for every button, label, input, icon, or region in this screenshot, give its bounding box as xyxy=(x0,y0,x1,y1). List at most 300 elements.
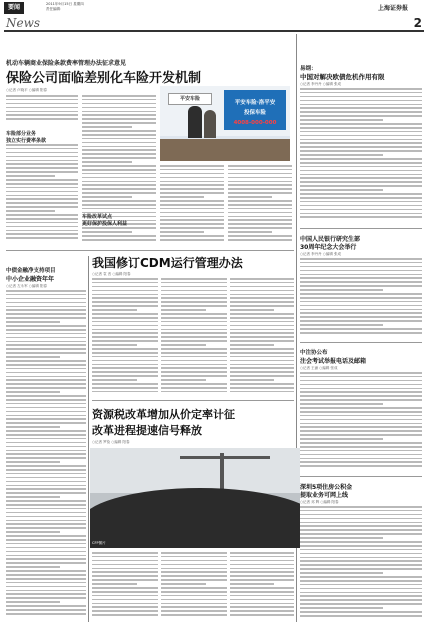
text-line xyxy=(6,570,86,572)
text-line xyxy=(230,579,294,581)
text-line xyxy=(6,195,78,197)
masthead xyxy=(4,2,424,32)
text-line xyxy=(161,352,227,354)
text-line xyxy=(160,216,224,218)
text-line xyxy=(300,525,422,527)
text-line xyxy=(300,135,422,137)
coal-yard-photo xyxy=(90,448,300,548)
text-line xyxy=(300,201,422,203)
left-kicker: 中债金融净支持项目 xyxy=(6,268,56,274)
text-line xyxy=(92,348,158,350)
text-line xyxy=(6,442,86,444)
text-line xyxy=(300,301,422,303)
text-line xyxy=(82,142,156,144)
tax-headline-2: 改革进程提速信号释放 xyxy=(92,424,202,437)
text-line xyxy=(6,309,86,311)
text-line xyxy=(6,539,86,541)
text-line xyxy=(300,461,422,463)
text-line xyxy=(228,219,292,221)
text-line xyxy=(6,313,86,315)
text-line xyxy=(300,131,422,133)
text-line xyxy=(300,430,422,432)
text-line xyxy=(92,325,158,327)
text-line xyxy=(92,301,158,303)
text-line xyxy=(6,395,86,397)
text-line xyxy=(300,588,422,590)
text-line xyxy=(6,290,86,292)
left-byline: ○记者 左永军 ○编辑 阳春 xyxy=(6,284,47,288)
text-line xyxy=(228,165,292,167)
text-line xyxy=(230,568,294,570)
text-line xyxy=(6,512,86,514)
text-line xyxy=(6,214,78,216)
text-line xyxy=(300,332,422,334)
text-line xyxy=(6,356,60,358)
text-line xyxy=(230,290,294,292)
text-line xyxy=(82,134,156,136)
text-line xyxy=(6,152,78,154)
text-line xyxy=(161,610,227,612)
text-line xyxy=(161,560,227,562)
text-line xyxy=(230,364,294,366)
text-line xyxy=(230,575,294,577)
main-subhead-4: 更好保护投保人利益 xyxy=(82,221,128,227)
text-line xyxy=(161,340,227,342)
main-byline: ○记者 卢晓平 ○编辑 阳春 xyxy=(6,88,47,92)
text-line xyxy=(6,218,78,220)
text-line xyxy=(92,387,158,389)
text-line xyxy=(230,383,294,385)
text-line xyxy=(6,586,86,588)
text-line xyxy=(92,313,158,315)
news-label: News xyxy=(6,16,41,30)
text-line xyxy=(92,552,158,554)
photo-caption: CFP图片 xyxy=(92,541,106,545)
main-kicker: 机动车辆商业保险条款费率管理办法征求意见 xyxy=(6,60,127,67)
text-line xyxy=(300,533,422,535)
text-line xyxy=(6,609,86,611)
text-line xyxy=(161,313,227,315)
text-line xyxy=(161,360,227,362)
left-col-text xyxy=(6,290,86,620)
text-line xyxy=(300,442,422,444)
text-line xyxy=(230,564,294,566)
tax-headline-1: 资源税改革增加从价定率计征 xyxy=(92,408,235,421)
text-line xyxy=(6,383,86,385)
text-line xyxy=(300,384,422,386)
text-line xyxy=(6,302,86,304)
text-line xyxy=(6,403,86,405)
tax-col2-text xyxy=(161,552,227,622)
text-line xyxy=(6,107,78,109)
text-line xyxy=(230,305,294,307)
text-line xyxy=(300,506,422,508)
text-line xyxy=(160,231,204,233)
text-line xyxy=(228,235,292,237)
text-line xyxy=(6,306,86,308)
text-line xyxy=(300,395,422,397)
text-line xyxy=(6,171,78,173)
text-line xyxy=(300,411,422,413)
text-line xyxy=(6,411,86,413)
text-line xyxy=(160,239,224,241)
text-line xyxy=(6,422,86,424)
text-line xyxy=(161,379,206,381)
text-line xyxy=(6,99,78,101)
text-line xyxy=(92,579,158,581)
text-line xyxy=(82,157,156,159)
text-line xyxy=(92,344,137,346)
page-number: 2 xyxy=(413,16,422,30)
text-line xyxy=(230,317,294,319)
sign-right-line3: 4008-000-000 xyxy=(233,120,277,126)
right-top-kicker: 易纲： xyxy=(300,66,317,72)
text-line xyxy=(82,231,132,233)
cdm-col2-text xyxy=(161,278,227,396)
text-line xyxy=(230,309,274,311)
text-line xyxy=(161,614,227,616)
text-line xyxy=(82,138,156,140)
text-line xyxy=(160,219,224,221)
text-line xyxy=(6,360,86,362)
text-line xyxy=(161,383,227,385)
text-line xyxy=(161,391,227,393)
right-rule-3 xyxy=(300,476,422,477)
text-line xyxy=(230,591,294,593)
text-line xyxy=(161,309,206,311)
text-line xyxy=(161,568,227,570)
text-line xyxy=(300,312,422,314)
text-line xyxy=(6,167,78,169)
text-line xyxy=(6,613,86,615)
text-line xyxy=(82,239,156,241)
text-line xyxy=(6,103,78,105)
main-headline: 保险公司面临差别化车险开发机制 xyxy=(6,71,202,86)
text-line xyxy=(92,290,158,292)
text-line xyxy=(6,485,86,487)
text-line xyxy=(6,333,86,335)
text-line xyxy=(82,169,156,171)
text-line xyxy=(82,235,156,237)
text-line xyxy=(92,340,158,342)
text-line xyxy=(160,235,224,237)
text-line xyxy=(230,297,294,299)
text-line xyxy=(92,278,158,280)
text-line xyxy=(230,387,294,389)
right-top-headline: 中国对解决欧债危机作用有限 xyxy=(300,73,385,81)
text-line xyxy=(230,344,274,346)
text-line xyxy=(300,185,422,187)
text-line xyxy=(300,216,422,218)
text-line xyxy=(230,321,294,323)
text-line xyxy=(300,320,422,322)
text-line xyxy=(300,458,422,460)
text-line xyxy=(230,371,294,373)
text-line xyxy=(92,560,158,562)
photo-sign-left: 平安车险 xyxy=(168,93,212,105)
text-line xyxy=(300,407,422,409)
text-line xyxy=(92,583,137,585)
text-line xyxy=(300,537,383,539)
paper-name: 上海证券报 xyxy=(377,5,408,12)
text-line xyxy=(6,508,86,510)
text-line xyxy=(300,289,383,291)
text-line xyxy=(6,387,86,389)
text-line xyxy=(161,286,227,288)
right-bottom-headline-2: 提取业务可网上线 xyxy=(300,492,349,499)
text-line xyxy=(160,181,224,183)
text-line xyxy=(6,492,86,494)
text-line xyxy=(82,200,156,202)
text-line xyxy=(82,204,156,206)
text-line xyxy=(82,177,156,179)
right-mid-text xyxy=(300,258,422,338)
text-line xyxy=(300,142,422,144)
text-line xyxy=(6,504,86,506)
text-line xyxy=(300,213,422,215)
text-line xyxy=(228,196,272,198)
right-mid-headline-2: 30周年纪念大会举行 xyxy=(300,244,357,251)
right-top-byline: ○记者 李丹丹 ○编辑 张成 xyxy=(300,82,341,86)
text-line xyxy=(300,123,422,125)
text-line xyxy=(228,223,292,225)
text-line xyxy=(6,473,86,475)
text-line xyxy=(6,329,86,331)
text-line xyxy=(6,344,86,346)
text-line xyxy=(300,193,422,195)
date-line: 2011年9月15日 星期四 xyxy=(46,2,84,6)
left-headline: 中小企业融资年年 xyxy=(6,276,55,283)
text-line xyxy=(6,237,78,239)
text-line xyxy=(6,434,86,436)
text-line xyxy=(161,321,227,323)
text-line xyxy=(6,230,78,232)
text-line xyxy=(82,208,156,210)
text-line xyxy=(161,556,227,558)
text-line xyxy=(300,170,422,172)
text-line xyxy=(82,227,156,229)
text-line xyxy=(6,547,86,549)
text-line xyxy=(161,575,227,577)
text-line xyxy=(6,226,78,228)
text-line xyxy=(6,574,86,576)
text-line xyxy=(300,274,422,276)
text-line xyxy=(92,332,158,334)
text-line xyxy=(300,328,422,330)
text-line xyxy=(6,114,78,116)
text-line xyxy=(300,100,422,102)
text-line xyxy=(6,352,86,354)
main-col1-text-a xyxy=(6,95,78,125)
text-line xyxy=(300,399,422,401)
text-line xyxy=(300,115,422,117)
text-line xyxy=(6,148,78,150)
text-line xyxy=(6,348,86,350)
cdm-byline: ○记者 袁 晋 ○编辑 阳春 xyxy=(92,272,131,276)
text-line xyxy=(228,212,292,214)
text-line xyxy=(230,583,274,585)
text-line xyxy=(228,184,292,186)
text-line xyxy=(92,571,158,573)
text-line xyxy=(228,231,272,233)
text-line xyxy=(300,372,422,374)
text-line xyxy=(230,367,294,369)
text-line xyxy=(300,293,422,295)
text-line xyxy=(92,556,158,558)
text-line xyxy=(82,173,156,175)
right-low-text xyxy=(300,372,422,472)
text-line xyxy=(82,184,156,186)
text-line xyxy=(6,399,86,401)
text-line xyxy=(92,391,158,393)
text-line xyxy=(6,527,86,529)
text-line xyxy=(300,281,422,283)
text-line xyxy=(300,174,422,176)
text-line xyxy=(6,364,86,366)
text-line xyxy=(300,438,383,440)
text-line xyxy=(6,453,86,455)
text-line xyxy=(92,614,158,616)
text-line xyxy=(300,607,383,609)
text-line xyxy=(300,285,422,287)
text-line xyxy=(300,518,422,520)
text-line xyxy=(160,208,224,210)
text-line xyxy=(230,556,294,558)
text-line xyxy=(300,162,422,164)
text-line xyxy=(300,139,422,141)
right-low-kicker: 中注协公布 xyxy=(300,350,328,356)
text-line xyxy=(6,469,86,471)
text-line xyxy=(6,558,86,560)
text-line xyxy=(6,477,86,479)
text-line xyxy=(300,111,422,113)
sign-right-line2: 投保车险 xyxy=(243,110,266,116)
text-line xyxy=(6,379,86,381)
text-line xyxy=(300,560,422,562)
main-col1-text-b xyxy=(6,144,78,244)
text-line xyxy=(92,575,158,577)
text-line xyxy=(6,341,86,343)
text-line xyxy=(6,601,60,603)
text-line xyxy=(161,301,227,303)
text-line xyxy=(230,599,294,601)
text-line xyxy=(6,555,86,557)
text-line xyxy=(230,595,294,597)
text-line xyxy=(300,146,422,148)
text-line xyxy=(300,92,422,94)
text-line xyxy=(300,181,422,183)
text-line xyxy=(161,305,227,307)
text-line xyxy=(6,198,78,200)
text-line xyxy=(161,336,227,338)
text-line xyxy=(6,500,86,502)
text-line xyxy=(300,166,422,168)
text-line xyxy=(300,209,422,211)
text-line xyxy=(160,173,224,175)
text-line xyxy=(92,595,158,597)
text-line xyxy=(6,325,86,327)
text-line xyxy=(92,364,158,366)
text-line xyxy=(161,564,227,566)
text-line xyxy=(300,611,422,613)
text-line xyxy=(300,423,422,425)
text-line xyxy=(300,305,422,307)
text-line xyxy=(300,576,422,578)
text-line xyxy=(6,582,86,584)
text-line xyxy=(300,158,422,160)
text-line xyxy=(161,282,227,284)
text-line xyxy=(161,583,206,585)
right-rule-2 xyxy=(300,342,422,343)
right-rule-1 xyxy=(300,228,422,229)
text-line xyxy=(161,367,227,369)
text-line xyxy=(92,352,158,354)
text-line xyxy=(300,592,422,594)
text-line xyxy=(82,103,156,105)
text-line xyxy=(300,258,422,260)
text-line xyxy=(300,599,422,601)
text-line xyxy=(6,465,86,467)
text-line xyxy=(161,606,227,608)
text-line xyxy=(230,336,294,338)
text-line xyxy=(6,605,86,607)
text-line xyxy=(6,118,78,120)
text-line xyxy=(228,181,292,183)
text-line xyxy=(300,615,422,617)
date-meta xyxy=(46,2,84,11)
text-line xyxy=(230,603,294,605)
text-line xyxy=(230,560,294,562)
text-line xyxy=(92,317,158,319)
text-line xyxy=(82,130,156,132)
text-line xyxy=(6,206,78,208)
text-line xyxy=(6,179,78,181)
text-line xyxy=(92,294,158,296)
text-line xyxy=(161,297,227,299)
text-line xyxy=(160,212,224,214)
text-line xyxy=(300,391,422,393)
text-line xyxy=(300,277,422,279)
text-line xyxy=(6,202,78,204)
text-line xyxy=(6,450,86,452)
text-line xyxy=(92,599,158,601)
text-line xyxy=(6,317,86,319)
text-line xyxy=(230,348,294,350)
tax-col1-text xyxy=(92,552,158,622)
text-line xyxy=(230,571,294,573)
text-line xyxy=(6,562,86,564)
text-line xyxy=(160,223,224,225)
text-line xyxy=(82,165,156,167)
text-line xyxy=(82,146,156,148)
text-line xyxy=(161,329,227,331)
text-line xyxy=(82,153,156,155)
text-line xyxy=(300,545,422,547)
text-line xyxy=(228,173,292,175)
text-line xyxy=(82,196,132,198)
text-line xyxy=(6,593,86,595)
text-line xyxy=(6,438,86,440)
text-line xyxy=(230,552,294,554)
right-low-headline: 注会考试举报电话及邮箱 xyxy=(300,358,367,365)
text-line xyxy=(6,415,86,417)
text-line xyxy=(82,181,156,183)
text-line xyxy=(228,204,292,206)
cdm-headline: 我国修订CDM运行管理办法 xyxy=(92,256,243,270)
text-line xyxy=(161,294,227,296)
text-line xyxy=(92,360,158,362)
text-line xyxy=(6,187,78,189)
